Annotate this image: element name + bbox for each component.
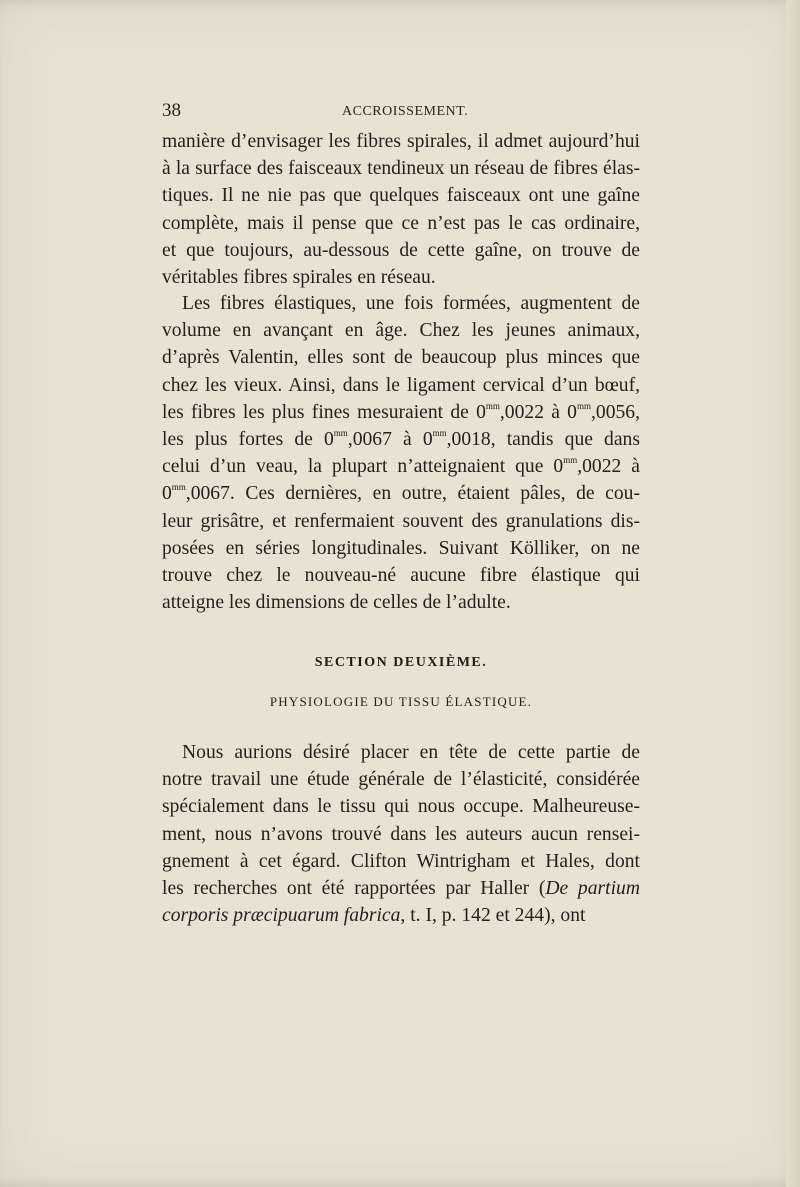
- paragraph-physiology: [162, 739, 640, 929]
- text-line: et que toujours, au-dessous de cette gaîne, on trouve de: [162, 239, 640, 261]
- text-segment: les fibres les plus fines mesuraient de 0: [162, 401, 486, 423]
- paragraph-continued: [162, 128, 640, 291]
- text-line: manière d’envisager les fibres spirales, il admet aujourd’hui: [162, 131, 640, 152]
- paragraph-elastic-fibres: [162, 290, 640, 616]
- text-line: gnement à cet égard. Clifton Wintrigham et Hales, dont: [162, 850, 640, 872]
- italic-title: corporis præcipuarum fabrica: [162, 905, 401, 927]
- text-line: notre travail une étude générale de l’élasticité, considérée: [162, 769, 640, 791]
- text-line: Nous aurions désiré placer en tête de cette partie de: [182, 742, 640, 763]
- section-title: SECTION DEUXIÈME.: [314, 655, 488, 670]
- unit-superscript: mm: [576, 400, 591, 411]
- text-line: [162, 875, 640, 902]
- text-line: atteigne les dimensions de celles de l’adulte.: [162, 592, 511, 614]
- unit-superscript: mm: [171, 482, 186, 493]
- unit-superscript: mm: [333, 427, 348, 438]
- text-segment: celui d’un veau, la plupart n’atteignaient que 0: [162, 456, 564, 478]
- text-line: [162, 480, 640, 507]
- text-line: [162, 453, 640, 480]
- text-line: posées en séries longitudinales. Suivant Kölliker, on ne: [162, 537, 640, 559]
- text-segment: les recherches ont été rapportées par Haller (: [162, 877, 546, 899]
- unit-superscript: mm: [485, 400, 500, 411]
- text-line: [162, 399, 640, 426]
- unit-superscript: mm: [432, 427, 447, 438]
- text-line: spécialement dans le tissu qui nous occupe. Malheureuse-: [162, 796, 640, 818]
- text-segment: ,0018, tandis que dans: [446, 428, 640, 450]
- page-header: [162, 100, 640, 126]
- running-head: ACCROISSEMENT.: [342, 104, 469, 119]
- text-line: complète, mais il pense que ce n’est pas le cas ordinaire,: [162, 212, 640, 234]
- text-segment: ,0067. Ces dernières, en outre, étaient pâles, de cou-: [185, 483, 640, 505]
- unit-superscript: mm: [563, 455, 578, 466]
- text-segment: ,0056,: [591, 401, 640, 423]
- text-segment: , t. I, p. 142 et 244), ont: [400, 905, 586, 927]
- page-edge: [786, 0, 800, 1187]
- text-line: à la surface des faisceaux tendineux un réseau de fibres élas-: [162, 158, 640, 180]
- italic-title: De partium: [545, 877, 640, 899]
- text-line: d’après Valentin, elles sont de beaucoup plus minces que: [162, 347, 640, 369]
- text-line: [162, 902, 640, 929]
- page-number: 38: [162, 100, 181, 121]
- text-segment: ,0022 à: [577, 456, 640, 478]
- text-line: ment, nous n’avons trouvé dans les auteurs aucun rensei-: [162, 823, 640, 845]
- text-line: véritables fibres spirales en réseau.: [162, 266, 436, 288]
- text-line: Les fibres élastiques, une fois formées, augmentent de: [182, 293, 640, 314]
- text-segment: ,0022 à 0: [499, 401, 577, 423]
- text-line: [162, 426, 640, 453]
- text-line: leur grisâtre, et renfermaient souvent des granulations dis-: [162, 510, 640, 532]
- text-segment: les plus fortes de 0: [162, 428, 334, 450]
- text-line: volume en avançant en âge. Chez les jeunes animaux,: [162, 320, 640, 342]
- text-line: trouve chez le nouveau-né aucune fibre élastique qui: [162, 564, 640, 586]
- text-segment: ,0067 à 0: [347, 428, 433, 450]
- text-line: tiques. Il ne nie pas que quelques faisceaux ont une gaîne: [162, 185, 640, 207]
- section-subtitle: PHYSIOLOGIE DU TISSU ÉLASTIQUE.: [269, 694, 533, 709]
- text-line: chez les vieux. Ainsi, dans le ligament cervical d’un bœuf,: [162, 374, 640, 396]
- text-segment: 0: [162, 483, 172, 505]
